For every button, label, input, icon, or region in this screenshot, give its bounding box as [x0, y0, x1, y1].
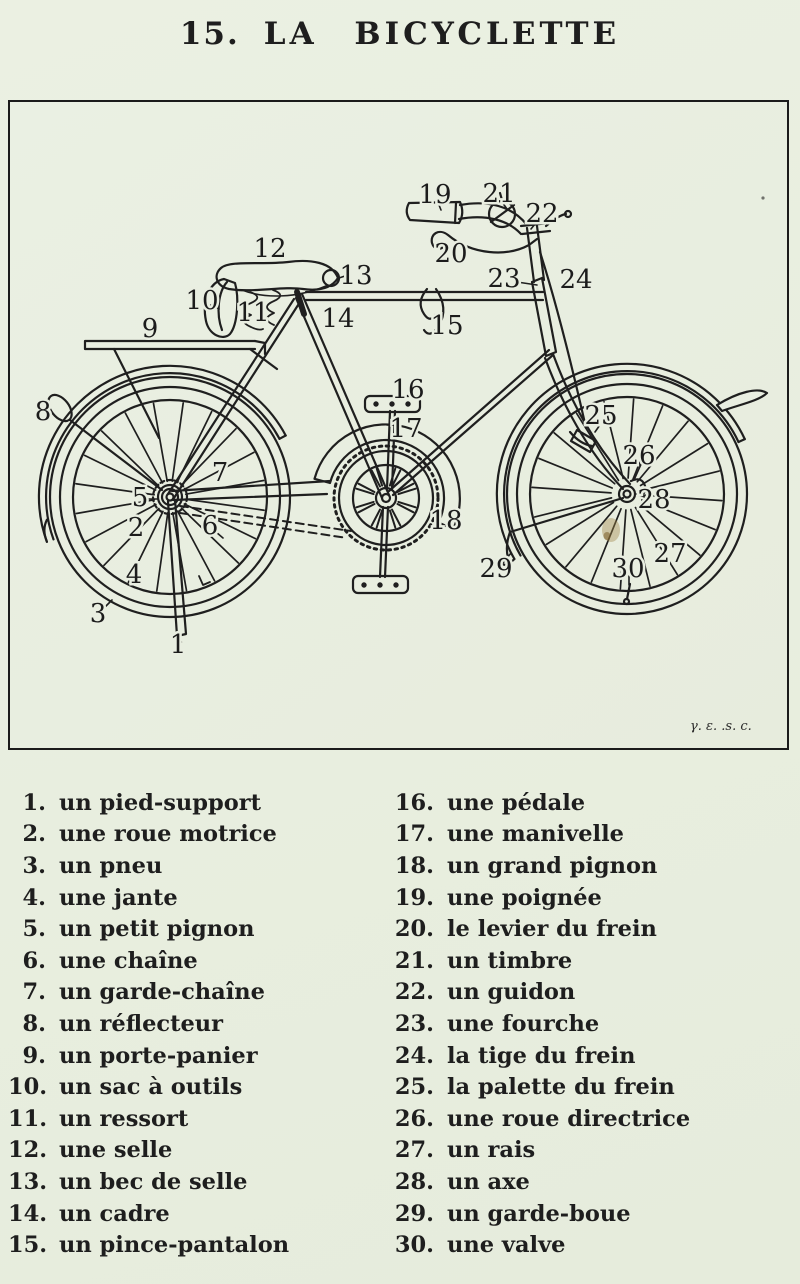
vocab-number: 15. — [8, 1232, 48, 1259]
part-label-18: 18 — [429, 506, 463, 536]
vocab-term: un bec de selle — [59, 1168, 248, 1195]
vocab-number: 30. — [394, 1232, 434, 1259]
vocab-number: 2. — [22, 821, 46, 848]
vocab-term: une selle — [59, 1137, 173, 1164]
vocab-term: un sac à outils — [59, 1074, 243, 1101]
vocab-row — [390, 850, 794, 882]
bicycle-diagram-frame — [8, 100, 789, 750]
vocab-number: 1. — [22, 789, 46, 816]
vocab-row — [390, 1166, 794, 1198]
vocab-row — [8, 1103, 383, 1135]
vocab-term: un timbre — [447, 947, 573, 974]
part-label-27: 27 — [653, 539, 687, 569]
vocab-row — [390, 1135, 794, 1167]
part-label-14: 14 — [321, 304, 355, 334]
part-label-6: 6 — [201, 511, 219, 541]
vocab-term: un pneu — [59, 852, 163, 879]
part-label-22: 22 — [525, 199, 559, 229]
vocab-term: une pédale — [447, 789, 586, 816]
vocab-row — [390, 1071, 794, 1103]
part-label-11: 11 — [236, 298, 270, 328]
part-label-7: 7 — [211, 458, 229, 488]
artist-signature: γ. ε. .s. c. — [690, 719, 752, 734]
vocab-term: un porte-panier — [59, 1042, 258, 1069]
vocab-row — [8, 850, 383, 882]
pedal-bottom — [353, 576, 408, 593]
part-number-labels — [35, 179, 687, 660]
vocab-number: 11. — [8, 1105, 48, 1132]
vocab-row — [390, 1103, 794, 1135]
vocab-number: 27. — [394, 1137, 434, 1164]
vocab-row — [8, 977, 383, 1009]
vocab-number: 8. — [22, 1010, 46, 1037]
vocab-row — [8, 1198, 383, 1230]
vocab-row — [8, 1008, 383, 1040]
vocab-term: une jante — [59, 884, 178, 911]
lesson-number: 15. — [179, 16, 240, 52]
vocab-term: un petit pignon — [59, 916, 255, 943]
vocab-row — [8, 1071, 383, 1103]
vocab-number: 10. — [8, 1074, 48, 1101]
part-label-12: 12 — [253, 234, 287, 264]
vocab-row — [8, 945, 383, 977]
vocab-term: un pied-support — [59, 789, 261, 816]
part-label-26: 26 — [622, 441, 656, 471]
vocab-term: un garde-chaîne — [59, 979, 265, 1006]
vocab-row — [390, 882, 794, 914]
vocab-row — [8, 1040, 383, 1072]
vocab-number: 13. — [8, 1168, 48, 1195]
saddle-nose — [323, 270, 339, 286]
part-label-24: 24 — [559, 265, 593, 295]
part-label-28: 28 — [637, 485, 671, 515]
bicycle-illustration — [10, 102, 791, 752]
part-label-16: 16 — [391, 375, 425, 405]
vocab-row — [390, 1229, 794, 1261]
vocab-term: un rais — [447, 1137, 536, 1164]
vocab-term: une poignée — [447, 884, 602, 911]
vocab-number: 4. — [22, 884, 46, 911]
vocab-row — [8, 787, 383, 819]
vocab-term: le levier du frein — [447, 916, 657, 943]
vocab-column-left — [8, 787, 383, 1261]
vocab-row — [8, 882, 383, 914]
vocab-term: un réflecteur — [59, 1010, 224, 1037]
vocab-row — [390, 1040, 794, 1072]
part-label-3: 3 — [89, 599, 107, 629]
vocab-number: 9. — [22, 1042, 46, 1069]
valve-stem — [627, 584, 630, 599]
vocab-number: 17. — [394, 821, 434, 848]
vocab-row — [8, 1229, 383, 1261]
part-label-9: 9 — [141, 314, 159, 344]
vocab-term: une chaîne — [59, 947, 198, 974]
vocab-number: 20. — [394, 916, 434, 943]
vocab-row — [8, 913, 383, 945]
part-label-5: 5 — [131, 483, 149, 513]
vocab-term: un cadre — [59, 1200, 170, 1227]
vocab-row — [8, 819, 383, 851]
vocab-row — [8, 1166, 383, 1198]
part-label-1: 1 — [169, 630, 187, 660]
vocab-term: un pince-pantalon — [59, 1232, 290, 1259]
vocab-term: la palette du frein — [447, 1074, 675, 1101]
part-label-2: 2 — [127, 513, 145, 543]
part-label-23: 23 — [487, 264, 521, 294]
vocab-term: une manivelle — [447, 821, 624, 848]
ink-speck — [761, 196, 764, 199]
vocab-row — [390, 787, 794, 819]
vocab-number: 23. — [394, 1010, 434, 1037]
vocab-term: un grand pignon — [447, 852, 658, 879]
vocab-number: 25. — [394, 1074, 434, 1101]
vocab-number: 3. — [22, 852, 46, 879]
vocab-term: un axe — [447, 1168, 530, 1195]
vocab-number: 6. — [22, 947, 46, 974]
vocab-row — [390, 977, 794, 1009]
part-label-21: 21 — [482, 179, 516, 209]
part-label-25: 25 — [584, 401, 618, 431]
lesson-title: LA BICYCLETTE — [263, 16, 621, 52]
vocab-number: 28. — [394, 1168, 434, 1195]
part-label-19: 19 — [418, 180, 452, 210]
page-title — [0, 16, 800, 52]
vocab-term: un ressort — [59, 1105, 189, 1132]
part-label-10: 10 — [185, 286, 219, 316]
part-label-4: 4 — [125, 560, 143, 590]
vocab-row — [390, 1008, 794, 1040]
part-label-8: 8 — [34, 397, 52, 427]
vocab-row — [390, 819, 794, 851]
vocab-row — [390, 1198, 794, 1230]
part-label-29: 29 — [479, 554, 513, 584]
vocab-number: 22. — [394, 979, 434, 1006]
vocab-number: 26. — [394, 1105, 434, 1132]
vocab-number: 18. — [394, 852, 434, 879]
valve-tip — [624, 599, 629, 604]
vocab-number: 29. — [394, 1200, 434, 1227]
vocab-number: 16. — [394, 789, 434, 816]
vocab-number: 12. — [8, 1137, 48, 1164]
vocab-row — [390, 913, 794, 945]
vocab-number: 21. — [394, 947, 434, 974]
vocab-term: un guidon — [447, 979, 576, 1006]
vocab-term: la tige du frein — [447, 1042, 636, 1069]
vocab-term: une fourche — [447, 1010, 600, 1037]
vocab-number: 7. — [22, 979, 46, 1006]
vocab-term: une roue directrice — [447, 1105, 691, 1132]
vocab-number: 24. — [394, 1042, 434, 1069]
part-label-15: 15 — [430, 311, 464, 341]
vocab-term: un garde-boue — [447, 1200, 631, 1227]
vocab-row — [390, 945, 794, 977]
part-label-17: 17 — [389, 414, 423, 444]
mudflap-tip — [717, 390, 767, 411]
part-label-13: 13 — [339, 261, 373, 291]
vocab-number: 14. — [8, 1200, 48, 1227]
vocab-number: 5. — [22, 916, 46, 943]
vocab-term: une roue motrice — [59, 821, 277, 848]
part-label-20: 20 — [434, 239, 468, 269]
part-label-30: 30 — [611, 554, 645, 584]
vocab-number: 19. — [394, 884, 434, 911]
rim-clip-mark — [199, 576, 210, 585]
vocab-term: une valve — [447, 1232, 566, 1259]
vocab-column-right — [390, 787, 794, 1261]
vocab-row — [8, 1135, 383, 1167]
